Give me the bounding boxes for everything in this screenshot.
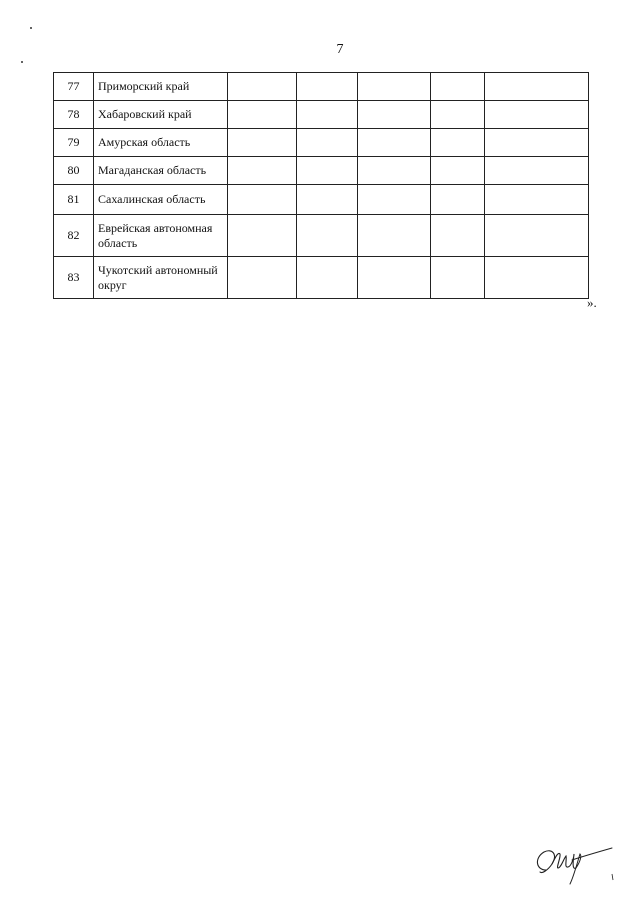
empty-cell xyxy=(431,157,485,185)
empty-cell xyxy=(431,73,485,101)
empty-cell xyxy=(431,129,485,157)
table-row xyxy=(54,257,589,299)
empty-cell xyxy=(485,101,589,129)
row-number: 77 xyxy=(54,73,94,101)
closing-quote-mark: ». xyxy=(587,295,597,310)
empty-cell xyxy=(431,257,485,299)
empty-cell xyxy=(358,215,431,257)
empty-cell xyxy=(485,73,589,101)
empty-cell xyxy=(358,101,431,129)
region-name: Хабаровский край xyxy=(94,101,228,129)
scan-speck-top xyxy=(30,27,32,29)
empty-cell xyxy=(485,157,589,185)
empty-cell xyxy=(228,101,297,129)
empty-cell xyxy=(297,73,358,101)
empty-cell xyxy=(358,73,431,101)
empty-cell xyxy=(228,157,297,185)
empty-cell xyxy=(485,257,589,299)
empty-cell xyxy=(358,257,431,299)
empty-cell xyxy=(485,185,589,215)
empty-cell xyxy=(228,129,297,157)
table-row xyxy=(54,73,589,101)
empty-cell xyxy=(485,215,589,257)
row-number: 81 xyxy=(54,185,94,215)
empty-cell xyxy=(297,215,358,257)
empty-cell xyxy=(358,157,431,185)
row-number: 83 xyxy=(54,257,94,299)
page-number: 7 xyxy=(336,42,344,57)
empty-cell xyxy=(228,73,297,101)
empty-cell xyxy=(485,129,589,157)
table-row xyxy=(54,185,589,215)
empty-cell xyxy=(431,101,485,129)
region-name: Амурская область xyxy=(94,129,228,157)
empty-cell xyxy=(297,157,358,185)
region-name: Магаданская область xyxy=(94,157,228,185)
empty-cell xyxy=(431,215,485,257)
table-row xyxy=(54,157,589,185)
row-number: 79 xyxy=(54,129,94,157)
region-name: Еврейская автономная область xyxy=(94,215,228,257)
region-name: Приморский край xyxy=(94,73,228,101)
empty-cell xyxy=(228,185,297,215)
empty-cell xyxy=(297,257,358,299)
row-number: 82 xyxy=(54,215,94,257)
empty-cell xyxy=(297,101,358,129)
table-row xyxy=(54,101,589,129)
scan-speck-left xyxy=(21,61,23,63)
table-row xyxy=(54,215,589,257)
empty-cell xyxy=(431,185,485,215)
empty-cell xyxy=(358,185,431,215)
table-row xyxy=(54,129,589,157)
handwritten-signature xyxy=(528,830,618,890)
row-number: 78 xyxy=(54,101,94,129)
row-number: 80 xyxy=(54,157,94,185)
empty-cell xyxy=(297,185,358,215)
empty-cell xyxy=(228,215,297,257)
empty-cell xyxy=(297,129,358,157)
region-name: Сахалинская область xyxy=(94,185,228,215)
regions-table xyxy=(53,72,589,299)
empty-cell xyxy=(358,129,431,157)
empty-cell xyxy=(228,257,297,299)
region-name: Чукотский автономный округ xyxy=(94,257,228,299)
